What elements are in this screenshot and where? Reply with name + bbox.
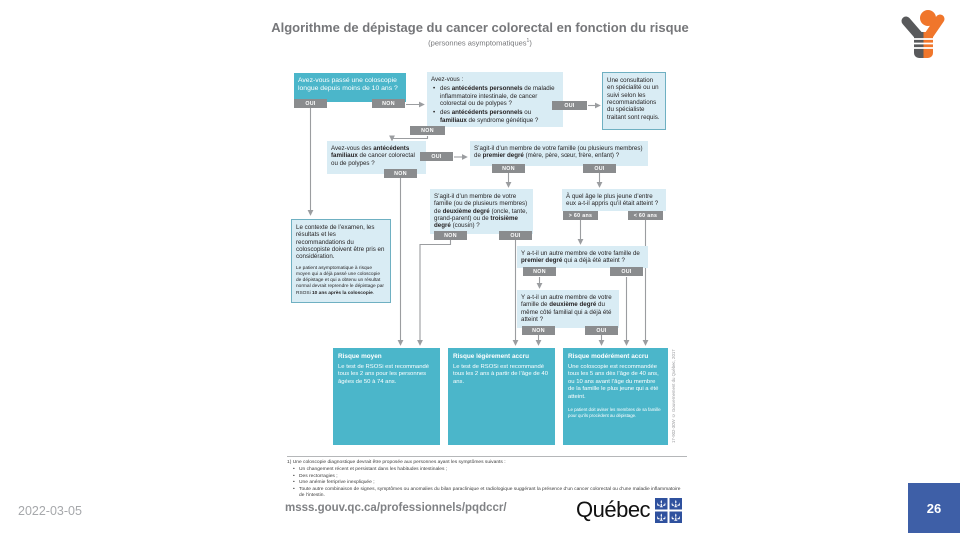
footer-url: msss.gouv.qc.ca/professionnels/pqdccr/: [285, 502, 507, 514]
note-contexte: [291, 219, 391, 303]
result-risque-moyen: [333, 348, 440, 445]
fam-s1: Avez-vous des: [331, 145, 374, 152]
ctx-s2: 10 ans après la coloscopie: [312, 290, 373, 296]
question-age-text: À quel âge le plus jeune d’entre eux a-t-il appris qu’il était atteint ?: [566, 193, 659, 208]
publication-credit: 17-902-30W © Gouvernement du Québec, 2017: [671, 349, 676, 444]
bullet-icon: •: [433, 109, 436, 117]
b2-s2: antécédents personnels: [451, 109, 523, 117]
b1-s2: antécédents personnels: [451, 85, 523, 93]
note-consultation-text: Une consultation en spécialité ou un suivi selon les recommandations du spécialiste traitant sont requis.: [607, 77, 660, 121]
question-age: [562, 189, 666, 211]
footnote-intro: 1) Une coloscopie diagnostique devrait être proposée aux personnes ayant les symptômes suivants :: [287, 460, 506, 465]
footnote: [287, 456, 687, 500]
deuxieme-degre-non-label: NON: [434, 231, 467, 240]
question-deuxieme-degre: [430, 189, 533, 234]
subtitle-footnote-ref: 1: [526, 38, 530, 44]
antecedents-intro: Avez-vous :: [431, 76, 464, 83]
premier-degre-non-label: NON: [492, 164, 525, 173]
note-consultation: [602, 72, 666, 130]
familiaux-non-label: NON: [384, 169, 417, 178]
footnote-items: [292, 467, 687, 499]
connector-non-to-risque-moyen-2: [420, 240, 451, 344]
familiaux-oui-label: OUI: [420, 152, 453, 161]
question-coloscopie: [294, 73, 406, 102]
fam-s3: de cancer colorectal ou de polypes ?: [331, 152, 415, 167]
pqdccr-logo-icon: [893, 8, 953, 65]
pd-s3: (mère, père, sœur, frère, enfant) ?: [523, 152, 620, 160]
antecedents-bullets: [433, 85, 559, 124]
ap-s2: premier degré: [521, 257, 563, 265]
bullet-icon: •: [293, 473, 295, 479]
ap-s3: qui a déjà été atteint ?: [562, 257, 625, 265]
dd-s2: deuxième degré: [442, 207, 490, 215]
antecedents-non-label: NON: [410, 126, 445, 135]
coloscopie-non-label: NON: [372, 99, 405, 108]
question-coloscopie-text: Avez-vous passé une coloscopie longue depuis moins de 10 ans ?: [298, 77, 398, 93]
connector-non-to-familiaux: [392, 136, 428, 140]
bullet-icon: •: [293, 486, 295, 492]
age-lt60-label: < 60 ans: [628, 211, 663, 220]
page-number: 26: [926, 500, 942, 516]
result-risque-moyen-title: Risque moyen: [338, 353, 382, 360]
result-risque-modere: [563, 348, 668, 445]
page-subtitle: [190, 38, 770, 48]
deuxieme-degre-oui-label: OUI: [499, 231, 532, 240]
b2-s1: des: [440, 109, 452, 117]
quebec-wordmark: Québec: [576, 497, 651, 522]
result-risque-modere-body: Une coloscopie est recommandée tous les 5 ans dès l’âge de 40 ans, ou 10 ans avant l’âge du membre de la famille le plus jeune qui a été atteint.: [568, 364, 659, 400]
footnote-item-text: Toute autre combinaison de signes, symptômes ou anomalies du bilan paraclinique et radiologique suggérant la présence d’un cancer colorectal ou d’une maladie inflammatoire de l’intestin.: [299, 486, 681, 499]
question-premier-degre: [470, 141, 648, 166]
question-autre-deuxieme: [517, 290, 619, 328]
ad-s2: deuxième degré: [549, 301, 597, 309]
autre-deuxieme-non-label: NON: [522, 326, 555, 335]
page-number-badge: [908, 483, 960, 533]
quebec-flag-icon: [655, 498, 682, 523]
bullet-icon: •: [293, 480, 295, 486]
pd-s2: premier degré: [482, 152, 524, 160]
antecedents-bullet-1: [433, 85, 559, 107]
subtitle-close: ): [529, 38, 532, 48]
fam-s2: antécédents familiaux: [331, 145, 410, 160]
b1-s1: des: [440, 85, 452, 93]
b2-s3: ou: [522, 109, 532, 117]
pd-s1: S’agit-il d’un membre de votre famille (ou plusieurs membres) de: [474, 145, 643, 160]
footnote-item-text: Une anémie ferriprive inexpliquée ;: [299, 480, 375, 486]
question-antecedents: [427, 72, 563, 127]
note-contexte-main: Le contexte de l’examen, les résultats et les recommandations du coloscopiste doivent être pris en considération.: [296, 224, 385, 261]
ap-s1: Y a-t-il un autre membre de votre famille de: [521, 250, 640, 257]
ctx-s1: Le patient asymptomatique à risque moyen qui a déjà passé une coloscopie de dépistage et qui a obtenu un résultat normal devrait reprendre le dépistage par RSOSi: [296, 265, 384, 296]
bullet-icon: •: [293, 467, 295, 473]
b2-s4: familiaux: [440, 116, 467, 124]
ctx-s3: .: [372, 290, 375, 296]
dd-s4: troisième degré: [434, 214, 518, 230]
dd-s1: S’agit-il d’un membre de votre famille (ou de plusieurs membres) de: [434, 193, 528, 215]
ad-s3: du même côté familial qui a déjà été atteint ?: [521, 301, 612, 323]
result-risque-moyen-body: Le test de RSOSi est recommandé tous les 2 ans pour les personnes âgées de 50 à 74 ans.: [338, 364, 430, 385]
footnote-item-text: Un changement récent et persistant dans les habitudes intestinales ;: [299, 467, 448, 473]
age-gt60-label: > 60 ans: [563, 211, 598, 220]
slide-date: 2022-03-05: [18, 504, 82, 518]
question-autre-premier: [517, 246, 648, 268]
b2-s5: de syndrome génétique ?: [466, 116, 539, 124]
antecedents-bullet-2: [433, 109, 559, 124]
result-risque-modere-note: Le patient doit aviser les membres de sa famille pour qu’ils procèdent au dépistage.: [568, 406, 661, 418]
coloscopie-oui-label: OUI: [294, 99, 327, 108]
ad-s1: Y a-t-il un autre membre de votre famille de: [521, 294, 612, 309]
subtitle-text: (personnes asymptomatiques: [428, 38, 527, 48]
quebec-logo: [576, 497, 682, 523]
result-risque-leger-title: Risque légèrement accru: [453, 353, 530, 360]
b1-s3: de maladie inflammatoire intestinale, de cancer colorectal ou de polypes ?: [440, 85, 555, 107]
result-risque-modere-title: Risque modérément accru: [568, 353, 649, 360]
footnote-item-text: Des rectorragies ;: [299, 473, 338, 479]
page-title: Algorithme de dépistage du cancer colorectal en fonction du risque: [271, 20, 689, 35]
note-contexte-detail: [296, 266, 386, 297]
autre-premier-oui-label: OUI: [610, 267, 643, 276]
premier-degre-oui-label: OUI: [583, 164, 616, 173]
result-risque-leger-body: Le test de RSOSi est recommandé tous les 2 ans à partir de l’âge de 40 ans.: [453, 364, 548, 385]
dd-s5: (cousin) ?: [450, 222, 480, 230]
result-risque-leger: [448, 348, 555, 445]
dd-s3: (oncle, tante, grand-parent) ou de: [434, 207, 528, 222]
autre-deuxieme-oui-label: OUI: [585, 326, 618, 335]
bullet-icon: •: [433, 85, 436, 93]
antecedents-oui-label: OUI: [552, 101, 587, 110]
autre-premier-non-label: NON: [523, 267, 556, 276]
